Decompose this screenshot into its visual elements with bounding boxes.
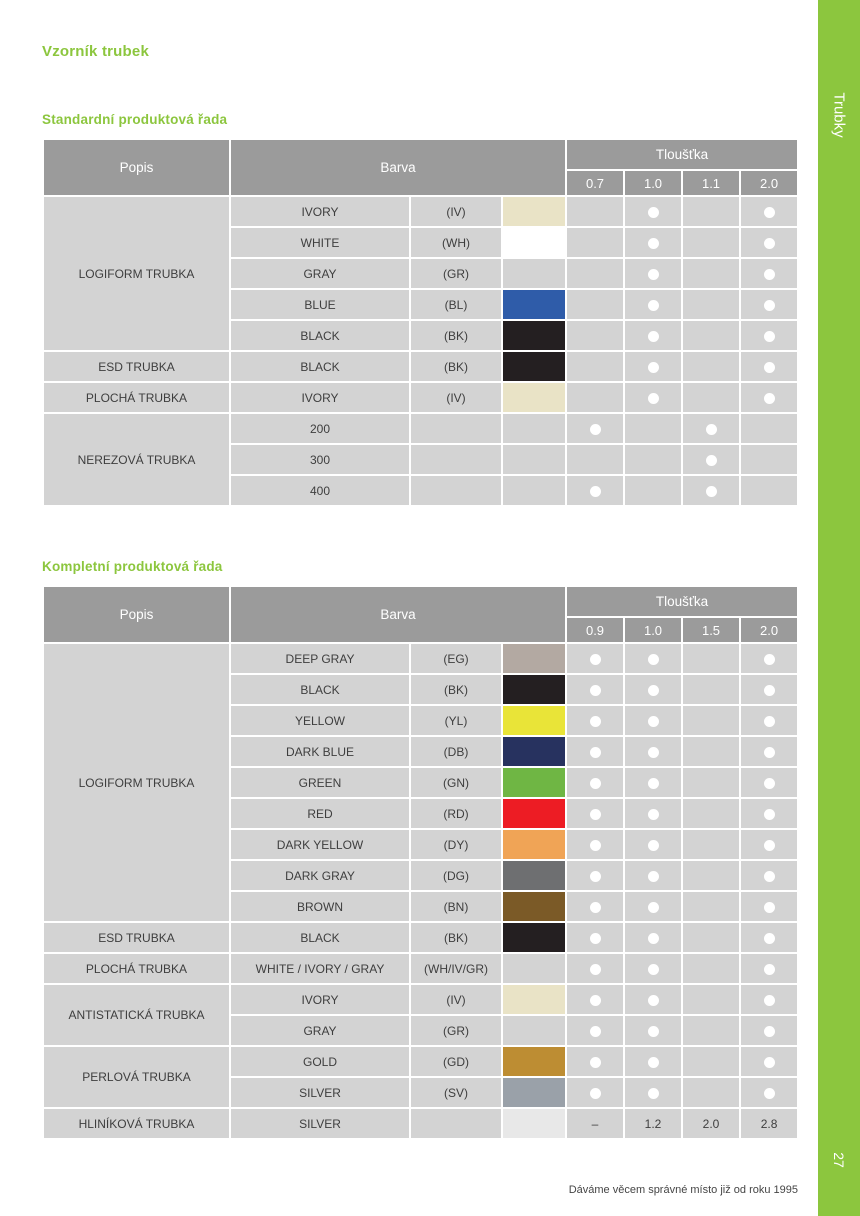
popis-cell: ANTISTATICKÁ TRUBKA (44, 985, 229, 1045)
availability-dot (764, 331, 775, 342)
color-code-cell: (GR) (411, 1016, 501, 1045)
availability-dot (764, 685, 775, 696)
availability-dot (648, 1088, 659, 1099)
header-barva: Barva (231, 587, 565, 642)
side-tab-bar (818, 0, 860, 1216)
thickness-cell (567, 1078, 623, 1107)
color-code-cell: (BK) (411, 352, 501, 381)
color-name-cell: 200 (231, 414, 409, 443)
thickness-cell (683, 644, 739, 673)
thickness-cell (625, 954, 681, 983)
product-table-section (42, 559, 799, 1140)
color-name-cell: GOLD (231, 1047, 409, 1076)
popis-cell: PLOCHÁ TRUBKA (44, 954, 229, 983)
thickness-cell (683, 923, 739, 952)
color-swatch-cell (503, 768, 565, 797)
thickness-cell (625, 799, 681, 828)
thickness-cell (683, 290, 739, 319)
thickness-cell (741, 352, 797, 381)
color-name-cell: WHITE (231, 228, 409, 257)
availability-dot (648, 716, 659, 727)
thickness-cell (625, 383, 681, 412)
thickness-cell (625, 706, 681, 735)
color-code-cell: (BL) (411, 290, 501, 319)
color-swatch-cell (503, 644, 565, 673)
availability-dot (648, 902, 659, 913)
thickness-cell (625, 259, 681, 288)
thickness-cell (625, 1016, 681, 1045)
availability-dot (590, 716, 601, 727)
thickness-cell (683, 1078, 739, 1107)
color-name-cell: BROWN (231, 892, 409, 921)
availability-dot (648, 933, 659, 944)
thickness-cell (567, 923, 623, 952)
color-code-cell: (IV) (411, 197, 501, 226)
thickness-cell (567, 768, 623, 797)
color-swatch-cell (503, 954, 565, 983)
thickness-cell (567, 892, 623, 921)
thickness-cell (741, 383, 797, 412)
color-name-cell: DEEP GRAY (231, 644, 409, 673)
availability-dot (590, 902, 601, 913)
availability-dot (590, 424, 601, 435)
thickness-cell (625, 414, 681, 443)
table-row (44, 954, 797, 983)
color-code-cell: (BK) (411, 321, 501, 350)
product-table-section (42, 112, 799, 507)
header-thickness-value: 1.0 (625, 171, 681, 195)
availability-table (42, 138, 799, 507)
thickness-cell (683, 675, 739, 704)
color-swatch-cell (503, 197, 565, 226)
thickness-cell (741, 799, 797, 828)
availability-dot (648, 840, 659, 851)
thickness-cell (625, 768, 681, 797)
thickness-cell (567, 737, 623, 766)
color-name-cell: SILVER (231, 1109, 409, 1138)
thickness-cell (683, 228, 739, 257)
thickness-cell (741, 445, 797, 474)
availability-dot (764, 871, 775, 882)
thickness-cell (567, 197, 623, 226)
color-code-cell: (IV) (411, 383, 501, 412)
availability-dot (764, 1088, 775, 1099)
color-name-cell: BLUE (231, 290, 409, 319)
color-code-cell: (DB) (411, 737, 501, 766)
thickness-cell (683, 1047, 739, 1076)
section-subtitle: Standardní produktová řada (42, 112, 228, 127)
availability-dot (764, 300, 775, 311)
thickness-cell (683, 737, 739, 766)
availability-dot (648, 207, 659, 218)
header-thickness-value: 0.7 (567, 171, 623, 195)
thickness-cell (625, 1047, 681, 1076)
color-code-cell: (WH) (411, 228, 501, 257)
header-popis: Popis (44, 587, 229, 642)
availability-dot (764, 809, 775, 820)
thickness-cell (683, 861, 739, 890)
availability-dot (648, 1026, 659, 1037)
header-thickness-value: 2.0 (741, 618, 797, 642)
color-swatch-cell (503, 321, 565, 350)
section-subtitle: Kompletní produktová řada (42, 559, 223, 574)
thickness-cell (741, 1047, 797, 1076)
popis-cell: ESD TRUBKA (44, 923, 229, 952)
thickness-cell (567, 985, 623, 1014)
thickness-cell (683, 197, 739, 226)
color-swatch-cell (503, 830, 565, 859)
thickness-cell (567, 644, 623, 673)
color-code-cell: (GN) (411, 768, 501, 797)
thickness-cell (683, 830, 739, 859)
thickness-cell (741, 1016, 797, 1045)
availability-dot (590, 1088, 601, 1099)
thickness-cell (683, 476, 739, 505)
thickness-cell (683, 985, 739, 1014)
page-title: Vzorník trubek (42, 43, 149, 60)
availability-dot (648, 964, 659, 975)
color-swatch-cell (503, 228, 565, 257)
color-name-cell: BLACK (231, 675, 409, 704)
thickness-cell (567, 675, 623, 704)
thickness-cell: 2.0 (683, 1109, 739, 1138)
thickness-cell (625, 985, 681, 1014)
table-row (44, 923, 797, 952)
color-swatch-cell (503, 1016, 565, 1045)
thickness-cell (625, 644, 681, 673)
header-thickness-value: 1.0 (625, 618, 681, 642)
color-code-cell (411, 445, 501, 474)
table-row (44, 1109, 797, 1138)
header-thickness-value: 2.0 (741, 171, 797, 195)
thickness-cell (741, 706, 797, 735)
header-thickness-value: 1.5 (683, 618, 739, 642)
availability-dot (764, 902, 775, 913)
thickness-cell (741, 954, 797, 983)
availability-dot (648, 300, 659, 311)
color-code-cell (411, 414, 501, 443)
availability-dot (590, 778, 601, 789)
thickness-cell (741, 861, 797, 890)
thickness-cell (567, 321, 623, 350)
thickness-cell (741, 228, 797, 257)
color-code-cell (411, 476, 501, 505)
availability-dot (648, 393, 659, 404)
footer-slogan: Dáváme věcem správné místo již od roku 1995 (568, 1184, 798, 1196)
availability-dot (590, 933, 601, 944)
availability-dot (590, 840, 601, 851)
color-code-cell: (SV) (411, 1078, 501, 1107)
thickness-cell (625, 197, 681, 226)
thickness-cell (625, 923, 681, 952)
availability-dot (648, 331, 659, 342)
availability-dot (590, 995, 601, 1006)
availability-dot (764, 207, 775, 218)
color-name-cell: SILVER (231, 1078, 409, 1107)
thickness-cell (625, 445, 681, 474)
availability-dot (648, 871, 659, 882)
color-name-cell: 300 (231, 445, 409, 474)
popis-cell: HLINÍKOVÁ TRUBKA (44, 1109, 229, 1138)
table-row (44, 1047, 797, 1076)
color-swatch-cell (503, 985, 565, 1014)
availability-dot (648, 362, 659, 373)
thickness-cell (683, 321, 739, 350)
availability-dot (648, 269, 659, 280)
thickness-cell (741, 985, 797, 1014)
header-barva: Barva (231, 140, 565, 195)
header-tloustka: Tloušťka (567, 140, 797, 169)
color-swatch-cell (503, 1047, 565, 1076)
thickness-cell (741, 476, 797, 505)
color-name-cell: BLACK (231, 321, 409, 350)
thickness-cell (567, 799, 623, 828)
thickness-cell (625, 675, 681, 704)
availability-dot (590, 871, 601, 882)
thickness-cell (741, 644, 797, 673)
thickness-cell (683, 414, 739, 443)
thickness-cell (625, 476, 681, 505)
color-name-cell: GRAY (231, 259, 409, 288)
color-name-cell: IVORY (231, 985, 409, 1014)
thickness-cell (625, 861, 681, 890)
popis-cell: PLOCHÁ TRUBKA (44, 383, 229, 412)
popis-cell: PERLOVÁ TRUBKA (44, 1047, 229, 1107)
thickness-cell (683, 445, 739, 474)
color-code-cell: (GR) (411, 259, 501, 288)
color-name-cell: BLACK (231, 352, 409, 381)
page-number: 27 (831, 1152, 847, 1168)
availability-dot (648, 809, 659, 820)
availability-dot (648, 1057, 659, 1068)
thickness-cell (567, 228, 623, 257)
color-name-cell: WHITE / IVORY / GRAY (231, 954, 409, 983)
thickness-cell (741, 259, 797, 288)
color-name-cell: BLACK (231, 923, 409, 952)
color-swatch-cell (503, 259, 565, 288)
thickness-cell (741, 675, 797, 704)
thickness-cell (683, 799, 739, 828)
thickness-cell (567, 290, 623, 319)
thickness-cell (625, 290, 681, 319)
thickness-cell (741, 290, 797, 319)
availability-dot (764, 1057, 775, 1068)
color-swatch-cell (503, 706, 565, 735)
thickness-cell (741, 923, 797, 952)
color-swatch-cell (503, 290, 565, 319)
availability-dot (764, 1026, 775, 1037)
thickness-cell (683, 383, 739, 412)
thickness-cell (741, 768, 797, 797)
availability-dot (590, 685, 601, 696)
color-swatch-cell (503, 1109, 565, 1138)
color-name-cell: DARK YELLOW (231, 830, 409, 859)
color-code-cell: (YL) (411, 706, 501, 735)
color-name-cell: DARK GRAY (231, 861, 409, 890)
table-row (44, 414, 797, 443)
availability-dot (706, 486, 717, 497)
thickness-cell (567, 259, 623, 288)
color-code-cell: (WH/IV/GR) (411, 954, 501, 983)
color-name-cell: YELLOW (231, 706, 409, 735)
availability-dot (590, 1026, 601, 1037)
thickness-cell: 2.8 (741, 1109, 797, 1138)
color-code-cell: (BK) (411, 923, 501, 952)
color-swatch-cell (503, 352, 565, 381)
availability-dot (764, 747, 775, 758)
availability-dot (764, 269, 775, 280)
color-swatch-cell (503, 383, 565, 412)
thickness-cell (567, 352, 623, 381)
color-name-cell: IVORY (231, 383, 409, 412)
table-row (44, 644, 797, 673)
color-swatch-cell (503, 1078, 565, 1107)
thickness-cell (741, 830, 797, 859)
availability-dot (590, 809, 601, 820)
color-name-cell: IVORY (231, 197, 409, 226)
availability-dot (764, 393, 775, 404)
availability-dot (590, 654, 601, 665)
color-code-cell: (BK) (411, 675, 501, 704)
availability-dot (764, 933, 775, 944)
thickness-cell (683, 706, 739, 735)
thickness-cell (567, 1016, 623, 1045)
thickness-cell (683, 259, 739, 288)
color-code-cell (411, 1109, 501, 1138)
availability-dot (764, 778, 775, 789)
thickness-cell (741, 1078, 797, 1107)
thickness-cell (683, 352, 739, 381)
availability-dot (590, 486, 601, 497)
thickness-cell (567, 414, 623, 443)
table-row (44, 383, 797, 412)
thickness-cell: 1.2 (625, 1109, 681, 1138)
thickness-cell (625, 892, 681, 921)
color-swatch-cell (503, 799, 565, 828)
availability-dot (648, 654, 659, 665)
popis-cell: LOGIFORM TRUBKA (44, 197, 229, 350)
color-swatch-cell (503, 892, 565, 921)
color-name-cell: GREEN (231, 768, 409, 797)
table-row (44, 197, 797, 226)
availability-dot (764, 995, 775, 1006)
color-name-cell: 400 (231, 476, 409, 505)
popis-cell: LOGIFORM TRUBKA (44, 644, 229, 921)
thickness-cell (683, 954, 739, 983)
color-code-cell: (DY) (411, 830, 501, 859)
color-swatch-cell (503, 476, 565, 505)
availability-dot (590, 1057, 601, 1068)
availability-dot (706, 455, 717, 466)
color-swatch-cell (503, 861, 565, 890)
thickness-cell (625, 737, 681, 766)
color-swatch-cell (503, 414, 565, 443)
header-thickness-value: 0.9 (567, 618, 623, 642)
thickness-cell (567, 1047, 623, 1076)
popis-cell: ESD TRUBKA (44, 352, 229, 381)
color-code-cell: (EG) (411, 644, 501, 673)
header-tloustka: Tloušťka (567, 587, 797, 616)
header-thickness-value: 1.1 (683, 171, 739, 195)
thickness-cell (567, 861, 623, 890)
thickness-cell (567, 383, 623, 412)
thickness-cell (683, 768, 739, 797)
availability-dot (764, 362, 775, 373)
thickness-cell (567, 954, 623, 983)
color-name-cell: RED (231, 799, 409, 828)
thickness-cell (741, 197, 797, 226)
color-swatch-cell (503, 923, 565, 952)
thickness-cell (567, 445, 623, 474)
thickness-cell (741, 737, 797, 766)
color-name-cell: DARK BLUE (231, 737, 409, 766)
thickness-cell (625, 228, 681, 257)
thickness-cell (625, 321, 681, 350)
availability-dot (648, 747, 659, 758)
color-code-cell: (BN) (411, 892, 501, 921)
thickness-cell (625, 1078, 681, 1107)
thickness-cell (741, 321, 797, 350)
availability-dot (590, 747, 601, 758)
color-code-cell: (RD) (411, 799, 501, 828)
availability-dot (648, 238, 659, 249)
header-popis: Popis (44, 140, 229, 195)
thickness-cell: – (567, 1109, 623, 1138)
popis-cell: NEREZOVÁ TRUBKA (44, 414, 229, 505)
table-row (44, 352, 797, 381)
thickness-cell (683, 892, 739, 921)
availability-dot (648, 995, 659, 1006)
table-row (44, 985, 797, 1014)
thickness-cell (741, 414, 797, 443)
color-swatch-cell (503, 675, 565, 704)
availability-dot (764, 238, 775, 249)
color-swatch-cell (503, 737, 565, 766)
color-code-cell: (DG) (411, 861, 501, 890)
availability-dot (590, 964, 601, 975)
availability-dot (764, 964, 775, 975)
availability-dot (764, 840, 775, 851)
availability-table (42, 585, 799, 1140)
thickness-cell (567, 830, 623, 859)
thickness-cell (567, 476, 623, 505)
side-tab-label: Trubky (830, 92, 848, 138)
thickness-cell (625, 352, 681, 381)
availability-dot (706, 424, 717, 435)
thickness-cell (567, 706, 623, 735)
color-code-cell: (GD) (411, 1047, 501, 1076)
availability-dot (648, 685, 659, 696)
availability-dot (764, 654, 775, 665)
color-swatch-cell (503, 445, 565, 474)
thickness-cell (683, 1016, 739, 1045)
color-name-cell: GRAY (231, 1016, 409, 1045)
availability-dot (764, 716, 775, 727)
availability-dot (648, 778, 659, 789)
color-code-cell: (IV) (411, 985, 501, 1014)
thickness-cell (625, 830, 681, 859)
thickness-cell (741, 892, 797, 921)
